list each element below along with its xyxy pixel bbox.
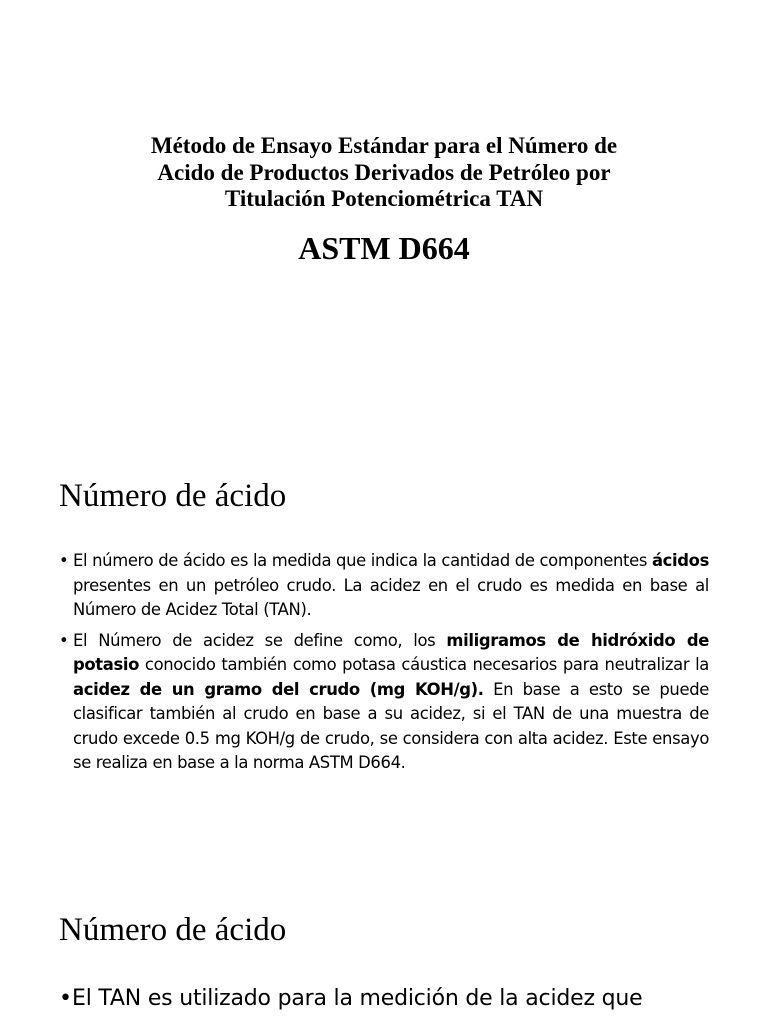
slide-heading: Número de ácido xyxy=(59,912,287,948)
slide-acid-number-definition xyxy=(0,432,768,864)
bullet-text: El TAN es utilizado para la medición de la acidez que xyxy=(72,986,643,1011)
title-line-1: Método de Ensayo Estándar para el Número de xyxy=(150,133,618,158)
bullet-item xyxy=(59,629,709,776)
bullet-text: presentes en un petróleo crudo. La acidez en el crudo es medida en base al Número de Acidez Total (TAN). xyxy=(73,575,709,619)
bullet-text-bold: ácidos xyxy=(651,551,709,570)
title-line-2: Acido de Productos Derivados de Petróleo por xyxy=(157,159,611,185)
slide-heading: Número de ácido xyxy=(59,478,287,514)
title-line-3: Titulación Potenciométrica TAN xyxy=(224,186,544,211)
bullet-list xyxy=(59,549,709,782)
bullet-text: El número de ácido es la medida que indica la cantidad de componentes xyxy=(73,551,652,570)
bullet-item xyxy=(59,983,709,1015)
document-title xyxy=(84,133,684,213)
bullet-icon: • xyxy=(59,630,69,650)
bullet-text: El Número de acidez se define como, los xyxy=(73,630,447,650)
bullet-text: En base a esto se puede clasificar también al crudo en base a su acidez, si el TAN de una muestra de crudo excede 0.5 mg KOH/g de crudo, se considera con alta acidez. Este ensayo se realiza en base a la norma ASTM D664. xyxy=(73,679,709,772)
bullet-text-bold: miligramos de hidróxido de potasio xyxy=(73,630,709,674)
slide-acid-number-usage xyxy=(0,864,768,1024)
standard-code: ASTM D664 xyxy=(298,230,470,266)
bullet-icon: • xyxy=(59,986,72,1011)
slide-title xyxy=(0,0,768,432)
bullet-list xyxy=(59,983,709,1021)
bullet-icon: • xyxy=(59,551,69,570)
bullet-item xyxy=(59,549,709,623)
bullet-text: conocido también como potasa cáustica necesarios para neutralizar la xyxy=(139,655,709,674)
bullet-text-bold: acidez de un gramo del crudo (mg KOH/g). xyxy=(73,679,484,699)
